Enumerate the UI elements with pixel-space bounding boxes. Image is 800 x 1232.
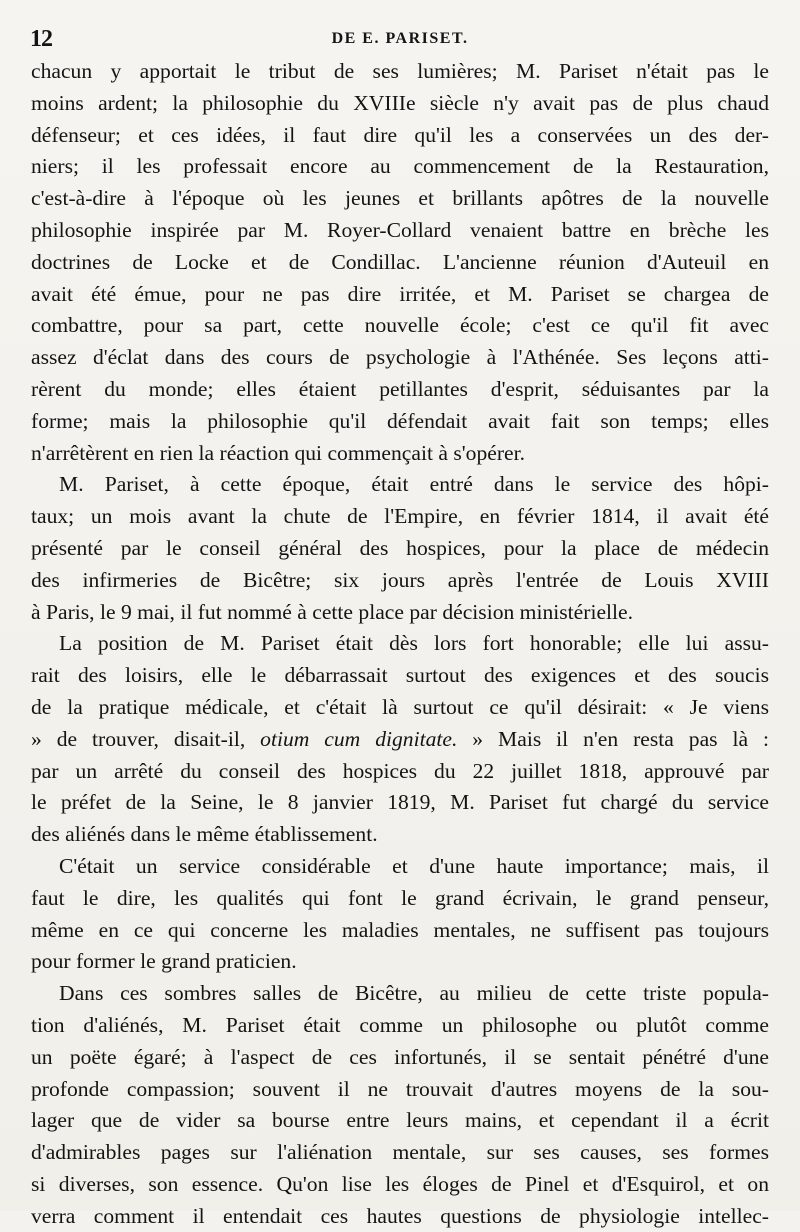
text-line: des infirmeries de Bicêtre; six jours après l'entrée de Louis XVIII (31, 567, 769, 592)
text-line: La position de M. Pariset était dès lors fort honorable; elle lui assu- (59, 631, 769, 656)
text-line: défenseur; et ces idées, il faut dire qu'il les a conservées un des der- (31, 122, 769, 147)
text-line: de la pratique médicale, et c'était là surtout ce qu'il désirait: « Je viens (31, 694, 769, 719)
text-line: C'était un service considérable et d'une haute importance; mais, il (59, 853, 769, 878)
text-line: M. Pariset, à cette époque, était entré dans le service des hôpi- (59, 472, 769, 497)
page-number: 12 (30, 26, 52, 52)
text-line: faut le dire, les qualités qui font le grand écrivain, le grand penseur, (31, 885, 769, 910)
text-line: par un arrêté du conseil des hospices du 22 juillet 1818, approuvé par (31, 758, 769, 783)
text-line: philosophie inspirée par M. Royer-Collard venaient battre en brèche les (31, 217, 769, 242)
text-line: avait été émue, pour ne pas dire irritée, et M. Pariset se chargea de (31, 281, 769, 306)
text-line: verra comment il entendait ces hautes questions de physiologie intellec- (31, 1203, 769, 1228)
text-line: rait des loisirs, elle le débarrassait surtout des exigences et des soucis (31, 663, 769, 688)
text-line: profonde compassion; souvent il ne trouvait d'autres moyens de la sou- (31, 1076, 769, 1101)
text-line: d'admirables pages sur l'aliénation mentale, sur ses causes, ses formes (31, 1140, 769, 1165)
text-line: » de trouver, disait-il, otium cum dignitate. » Mais il n'en resta pas là : (31, 726, 769, 751)
text-line: chacun y apportait le tribut de ses lumières; M. Pariset n'était pas le (31, 59, 769, 83)
text-line: moins ardent; la philosophie du XVIIIe siècle n'y avait pas de plus chaud (31, 90, 769, 115)
text-line: Dans ces sombres salles de Bicêtre, au milieu de cette triste popula- (59, 981, 769, 1006)
text-line: combattre, pour sa part, cette nouvelle école; c'est ce qu'il fit avec (31, 313, 769, 338)
text-line: doctrines de Locke et de Condillac. L'ancienne réunion d'Auteuil en (31, 249, 769, 274)
text-line: même en ce qui concerne les maladies mentales, ne suffisent pas toujours (31, 917, 769, 942)
text-line: pour former le grand praticien. (31, 949, 297, 974)
text-line: rèrent du monde; elles étaient petillantes d'esprit, séduisantes par la (31, 376, 769, 401)
text-line: des aliénés dans le même établissement. (31, 822, 378, 847)
text-line: assez d'éclat dans des cours de psychologie à l'Athénée. Ses leçons atti- (31, 345, 769, 370)
running-head: DE E. PARISET. (331, 30, 469, 47)
body-text (31, 56, 769, 1232)
text-line: taux; un mois avant la chute de l'Empire, en février 1814, il avait été (31, 504, 769, 529)
text-line: tion d'aliénés, M. Pariset était comme un philosophe ou plutôt comme (31, 1012, 769, 1037)
text-line: n'arrêtèrent en rien la réaction qui commençait à s'opérer. (31, 440, 525, 465)
text-line: niers; il les professait encore au commencement de la Restauration, (31, 154, 769, 179)
text-line: forme; mais la philosophie qu'il défendait avait fait son temps; elles (31, 408, 769, 433)
text-line: présenté par le conseil général des hospices, pour la place de médecin (31, 535, 769, 560)
text-line: le préfet de la Seine, le 8 janvier 1819, M. Pariset fut chargé du service (31, 790, 769, 815)
text-line: c'est-à-dire à l'époque où les jeunes et brillants apôtres de la nouvelle (31, 186, 769, 211)
page-header (30, 24, 770, 54)
text-line: lager que de vider sa bourse entre leurs mains, et cependant il a écrit (31, 1108, 769, 1133)
text-line: un poëte égaré; à l'aspect de ces infortunés, il se sentait pénétré d'une (31, 1044, 769, 1069)
text-line: si diverses, son essence. Qu'on lise les éloges de Pinel et d'Esquirol, et on (31, 1171, 769, 1196)
italic-phrase: otium cum dignitate. (260, 726, 458, 751)
text-line: à Paris, le 9 mai, il fut nommé à cette place par décision ministérielle. (31, 599, 634, 624)
